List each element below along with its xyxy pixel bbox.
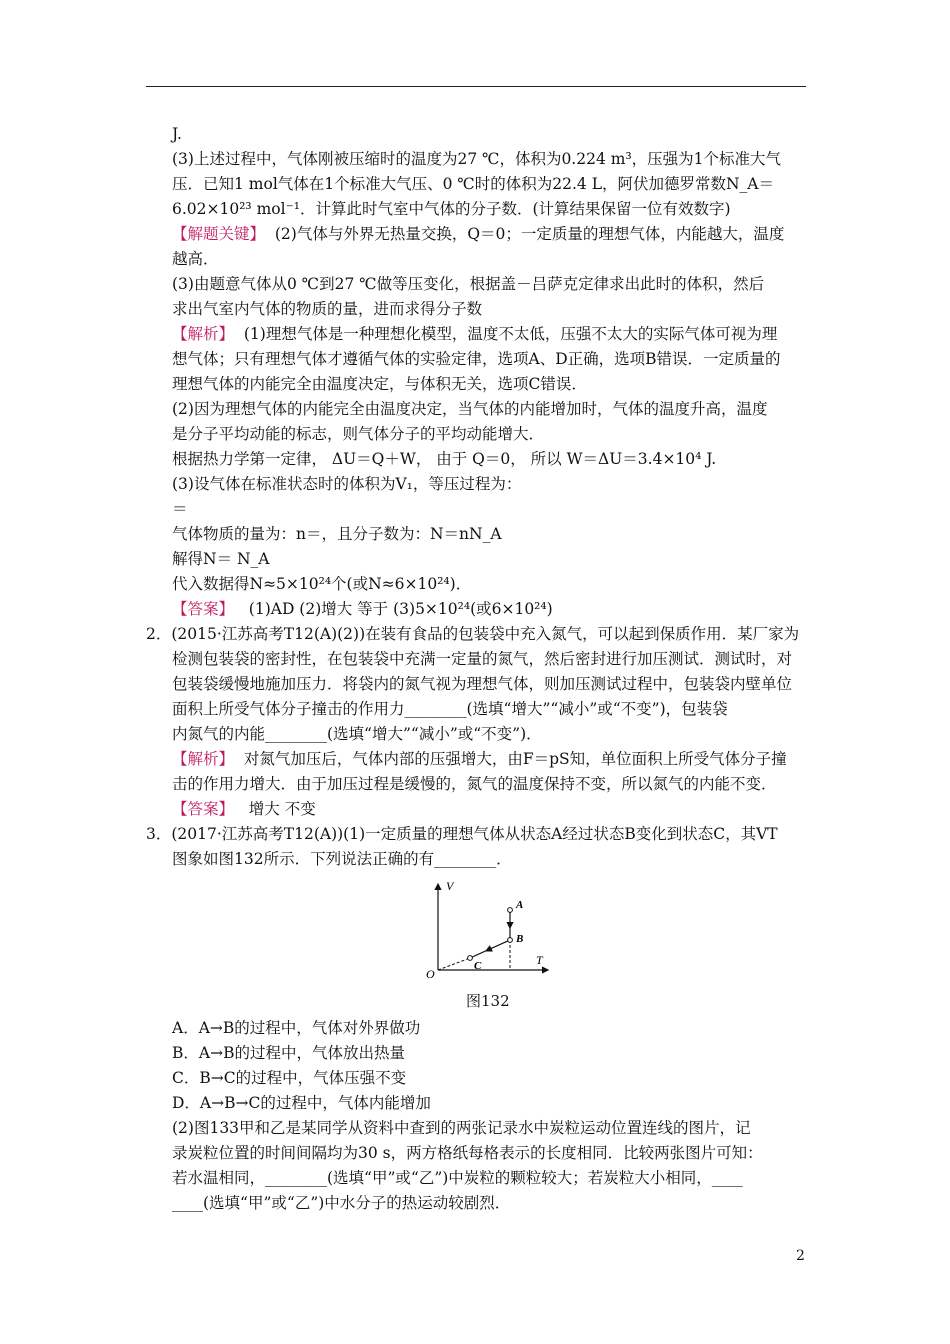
analysis-paragraph: 【解析】 (1)理想气体是一种理想化模型，温度不太低，压强不太大的实际气体可视为理	[172, 325, 778, 343]
text-line: 图象如图132所示．下列说法正确的有________．	[172, 850, 512, 868]
text-line: 是分子平均动能的标志，则气体分子的平均动能增大．	[172, 425, 545, 443]
point-c	[468, 956, 473, 961]
v-axis-label: V	[446, 879, 454, 893]
text-line: 若水温相同，________(选填“甲”或“乙”)中炭粒的颗粒较大；若炭粒大小相同，____	[172, 1169, 743, 1187]
text-line: 理想气体的内能完全由温度决定，与体积无关，选项C错误．	[172, 375, 587, 393]
text-line: (3)设气体在标准状态时的体积为V₁，等压过程为：	[172, 475, 522, 493]
text-line: (2)图133甲和乙是某同学从资料中查到的两张记录水中炭粒运动位置连线的图片，记	[172, 1119, 751, 1137]
question-3: 3．(2017·江苏高考T12(A))(1)一定质量的理想气体从状态A经过状态B变化到状态C，其VT	[146, 825, 778, 843]
text-line: ＝	[172, 500, 188, 518]
answer-tag: 【答案】	[172, 800, 235, 818]
text-line: 检测包装袋的密封性，在包装袋中充满一定量的氮气，然后密封进行加压测试．测试时，对	[172, 650, 793, 668]
text-line: 包装袋缓慢地施加压力．将袋内的氮气视为理想气体，则加压测试过程中，包装袋内壁单位	[172, 675, 793, 693]
text-line: (2)因为理想气体的内能完全由温度决定，当气体的内能增加时，气体的温度升高，温度	[172, 400, 768, 418]
analysis-tag: 【解析】	[172, 750, 235, 768]
text-line: 想气体；只有理想气体才遵循气体的实验定律，选项A、D正确，选项B错误．一定质量的	[172, 350, 781, 368]
text-line: 面积上所受气体分子撞击的作用力________(选填“增大”“减小”或“不变”)，包装袋	[172, 700, 728, 718]
option-d: D．A→B→C的过程中，气体内能增加	[172, 1094, 431, 1112]
option-c: C．B→C的过程中，气体压强不变	[172, 1069, 407, 1087]
text-line: 气体物质的量为：n＝，且分子数为：N＝nN_A	[172, 525, 502, 543]
text-line: 解得N＝ N_A	[172, 550, 270, 568]
analysis-paragraph: 【解析】 对氮气加压后，气体内部的压强增大，由F＝pS知，单位面积上所受气体分子撞	[172, 750, 787, 768]
origin-label: O	[426, 967, 435, 980]
header-rule	[146, 86, 806, 87]
answer-tag: 【答案】	[172, 600, 235, 618]
point-b-label: B	[516, 933, 524, 945]
bc-arrow	[486, 948, 492, 951]
analysis-tag: 【解析】	[172, 325, 235, 343]
text-line: 压．已知1 mol气体在1个标准大气压、0 ℃时的体积为22.4 L，阿伏加德罗常数N_A＝	[172, 175, 775, 193]
text-line: 击的作用力增大．由于加压过程是缓慢的，氮气的温度保持不变，所以氮气的内能不变．	[172, 775, 777, 793]
extension-line	[438, 958, 470, 970]
answer-paragraph: 【答案】 (1)AD (2)增大 等于 (3)5×10²⁴(或6×10²⁴)	[172, 600, 553, 618]
point-a-label: A	[516, 899, 524, 911]
point-c-label: C	[474, 960, 482, 972]
text-line: 求出气室内气体的物质的量，进而求得分子数	[172, 300, 483, 318]
text-line: (3)由题意气体从0 ℃到27 ℃做等压变化，根据盖－吕萨克定律求出此时的体积，然后	[172, 275, 765, 293]
page-number: 2	[796, 1248, 805, 1264]
text-line: 内氮气的内能________(选填“增大”“减小”或“不变”)．	[172, 725, 542, 743]
text-line: (3)上述过程中，气体刚被压缩时的温度为27 ℃，体积为0.224 m³，压强为1个标准大气	[172, 150, 782, 168]
point-a	[508, 908, 513, 913]
point-b	[508, 938, 513, 943]
text-line: 根据热力学第一定律， ΔU＝Q＋W， 由于 Q＝0， 所以 W＝ΔU＝3.4×10⁴ J.	[172, 450, 717, 468]
t-axis-label: T	[536, 953, 543, 967]
text-line: J.	[172, 125, 182, 143]
text-line: 越高．	[172, 250, 219, 268]
key-paragraph: 【解题关键】 (2)气体与外界无热量交换，Q＝0；一定质量的理想气体，内能越大，温度	[172, 225, 785, 243]
key-tag: 【解题关键】	[172, 225, 266, 243]
text-line: 录炭粒位置的时间间隔均为30 s，两方格纸每格表示的长度相同．比较两张图片可知：	[172, 1144, 763, 1162]
option-b: B．A→B的过程中，气体放出热量	[172, 1044, 405, 1062]
question-2: 2．(2015·江苏高考T12(A)(2))在装有食品的包装袋中充入氮气，可以起到保质作用．某厂家为	[146, 625, 800, 643]
vt-diagram	[422, 878, 556, 980]
text-line: 6.02×10²³ mol⁻¹．计算此时气室中气体的分子数．(计算结果保留一位有效数字)	[172, 200, 731, 218]
text-line: ____(选填“甲”或“乙”)中水分子的热运动较剧烈．	[172, 1194, 511, 1212]
text-line: 代入数据得N≈5×10²⁴个(或N≈6×10²⁴)．	[172, 575, 472, 593]
figure-caption: 图132	[466, 992, 510, 1010]
option-a: A．A→B的过程中，气体对外界做功	[172, 1019, 421, 1037]
answer-paragraph: 【答案】 增大 不变	[172, 800, 316, 818]
